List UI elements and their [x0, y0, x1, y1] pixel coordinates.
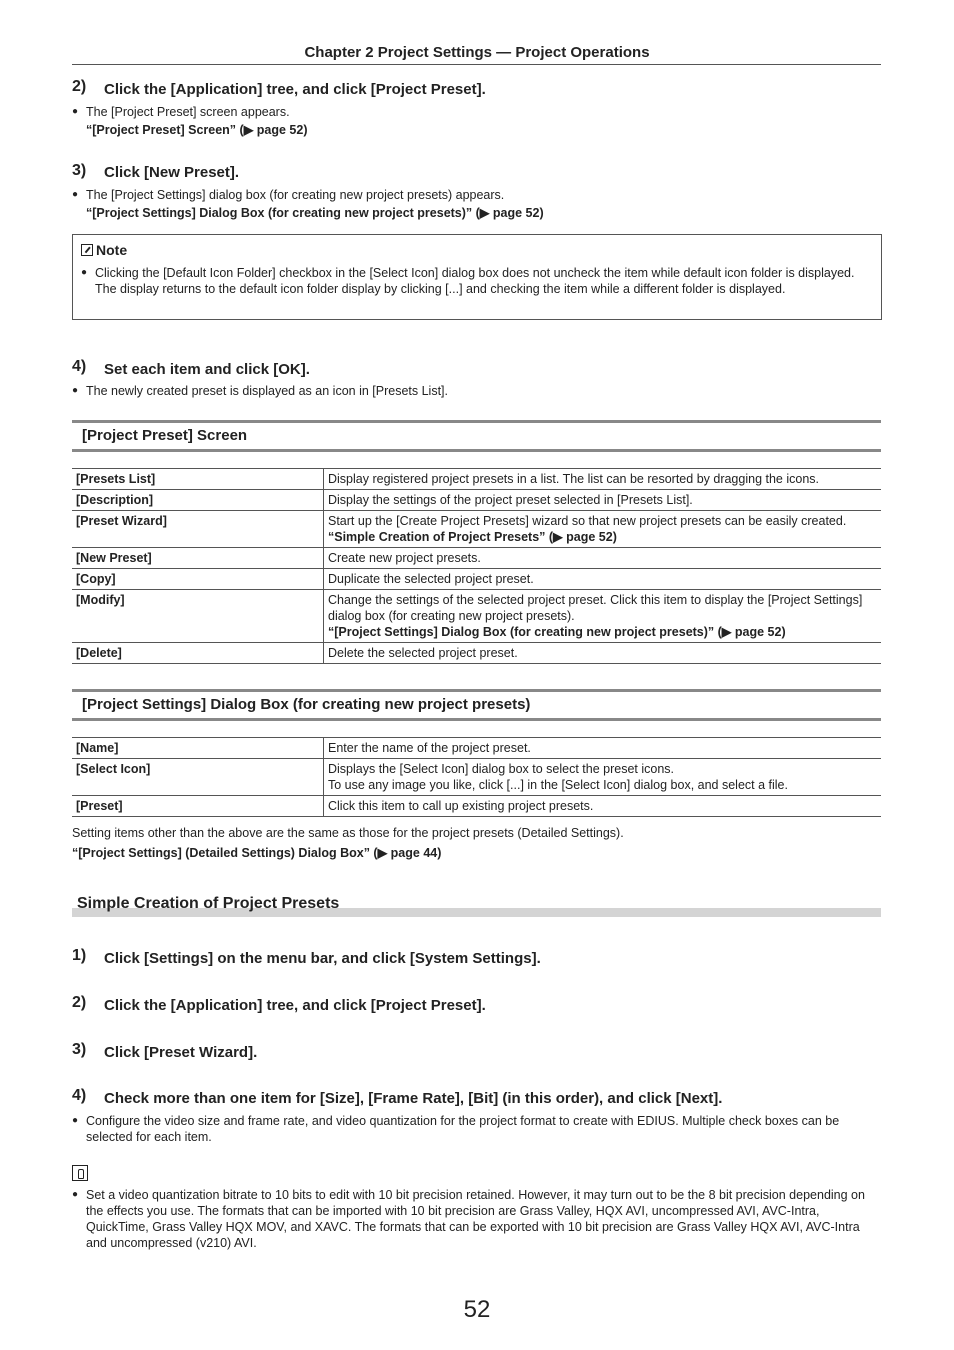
table-row [72, 469, 881, 490]
table-row [72, 643, 881, 664]
row-value-text: Delete the selected project preset. [328, 646, 518, 660]
row-value [324, 643, 882, 664]
table-row [72, 490, 881, 511]
row-key: [Presets List] [72, 469, 324, 490]
step-number: 2) [72, 994, 87, 1011]
bullet-dot-icon: ● [72, 106, 79, 117]
row-value [324, 759, 882, 796]
page-link[interactable]: “[Project Settings] Dialog Box (for creating new project presets)” (▶ page 52) [86, 206, 544, 220]
header-rule [72, 64, 881, 65]
step-text: Set each item and click [OK]. [104, 361, 310, 378]
row-value-text: Start up the [Create Project Presets] wizard so that new project presets can be easily created. [328, 514, 847, 528]
bullet-dot-icon: ● [72, 385, 79, 396]
step-number: 1) [72, 947, 87, 964]
table-row [72, 759, 881, 796]
table-row [72, 738, 881, 759]
bullet-dot-icon: ● [72, 1189, 79, 1200]
project-settings-table [72, 737, 881, 817]
note-icon [81, 244, 93, 256]
bullet-dot-icon: ● [81, 267, 88, 278]
row-key: [Copy] [72, 569, 324, 590]
step-text: Check more than one item for [Size], [Frame Rate], [Bit] (in this order), and click [Next]. [104, 1090, 723, 1107]
section-heading: [Project Preset] Screen [72, 420, 881, 452]
row-value-text: Enter the name of the project preset. [328, 741, 531, 755]
table-row [72, 511, 881, 548]
row-key: [Description] [72, 490, 324, 511]
row-value-text: Displays the [Select Icon] dialog box to select the preset icons. [328, 762, 675, 776]
row-value [324, 490, 882, 511]
row-value [324, 738, 882, 759]
row-value-text: To use any image you like, click [...] in the [Select Icon] dialog box, and select a file. [328, 778, 788, 792]
project-preset-table [72, 468, 881, 664]
row-value-text: Duplicate the selected project preset. [328, 572, 534, 586]
table-row [72, 590, 881, 643]
section-heading: [Project Settings] Dialog Box (for creating new project presets) [72, 689, 881, 721]
table-row [72, 569, 881, 590]
row-value [324, 548, 882, 569]
bullet-dot-icon: ● [72, 1115, 79, 1126]
page-link[interactable]: “[Project Preset] Screen” (▶ page 52) [86, 123, 308, 137]
page-link[interactable]: “[Project Settings] Dialog Box (for creating new project presets)” (▶ page 52) [328, 625, 786, 639]
bullet-item: ● Configure the video size and frame rate, and video quantization for the project format to create with EDIUS. Multiple check boxes can be selected for each item. [72, 1114, 840, 1144]
row-key: [Modify] [72, 590, 324, 643]
step-number: 4) [72, 358, 87, 375]
note-title: Note [81, 242, 127, 258]
row-value-text: Change the settings of the selected project preset. Click this item to display the [Project Settings] dialog box (for creating new project presets). [328, 593, 863, 623]
row-value [324, 796, 882, 817]
subsection-heading: Simple Creation of Project Presets [72, 894, 881, 918]
row-key: [Preset Wizard] [72, 511, 324, 548]
row-value-text: Display registered project presets in a list. The list can be resorted by dragging the icons. [328, 472, 819, 486]
row-key: [Name] [72, 738, 324, 759]
step-text: Click [New Preset]. [104, 164, 240, 181]
bullet-item: ● The [Project Preset] screen appears. [72, 105, 290, 119]
table-row [72, 796, 881, 817]
row-value [324, 590, 882, 643]
step-text: Click the [Application] tree, and click [Project Preset]. [104, 997, 486, 1014]
row-value-text: Display the settings of the project preset selected in [Presets List]. [328, 493, 693, 507]
chapter-header: Chapter 2 Project Settings — Project Operations [304, 44, 650, 61]
table-row [72, 548, 881, 569]
row-key: [Select Icon] [72, 759, 324, 796]
step-text: Click the [Application] tree, and click [Project Preset]. [104, 81, 486, 98]
page-link[interactable]: “Simple Creation of Project Presets” (▶ page 52) [328, 530, 617, 544]
bullet-item: ● Clicking the [Default Icon Folder] checkbox in the [Select Icon] dialog box does not uncheck the item while default icon folder is displayed. The display returns to the default icon folder display by clicking [...] and checking the item while a different folder is displayed. [81, 266, 855, 296]
row-key: [Preset] [72, 796, 324, 817]
bullet-dot-icon: ● [72, 189, 79, 200]
row-value [324, 569, 882, 590]
step-number: 2) [72, 78, 87, 95]
row-value [324, 469, 882, 490]
row-value [324, 511, 882, 548]
row-key: [New Preset] [72, 548, 324, 569]
bullet-item: ● The newly created preset is displayed as an icon in [Presets List]. [72, 384, 448, 398]
row-value-text: Click this item to call up existing project presets. [328, 799, 594, 813]
body-text: Setting items other than the above are the same as those for the project presets (Detailed Settings). [72, 826, 624, 840]
row-value-text: Create new project presets. [328, 551, 481, 565]
page-link[interactable]: “[Project Settings] (Detailed Settings) Dialog Box” (▶ page 44) [72, 846, 442, 860]
bullet-item: ● Set a video quantization bitrate to 10 bits to edit with 10 bit precision retained. However, it may turn out to be the 8 bit precision depending on the effects you use. The formats that can be imported with 10 bit precision are Grass Valley, HQX AVI, uncompressed AVI, AVC-Intra, QuickTime, Grass Valley HQX MOV, and XAVC. The formats that can be exported with 10 bit precision are Grass Valley HQX AVI, AVC-Intra and uncompressed (v210) AVI. [72, 1188, 865, 1250]
row-key: [Delete] [72, 643, 324, 664]
hint-icon [72, 1165, 88, 1181]
step-number: 4) [72, 1087, 87, 1104]
page-number: 52 [463, 1296, 491, 1323]
step-number: 3) [72, 162, 87, 179]
step-text: Click [Preset Wizard]. [104, 1044, 258, 1061]
step-number: 3) [72, 1041, 87, 1058]
note-box [72, 234, 882, 320]
bullet-item: ● The [Project Settings] dialog box (for creating new project presets) appears. [72, 188, 505, 202]
step-text: Click [Settings] on the menu bar, and click [System Settings]. [104, 950, 541, 967]
